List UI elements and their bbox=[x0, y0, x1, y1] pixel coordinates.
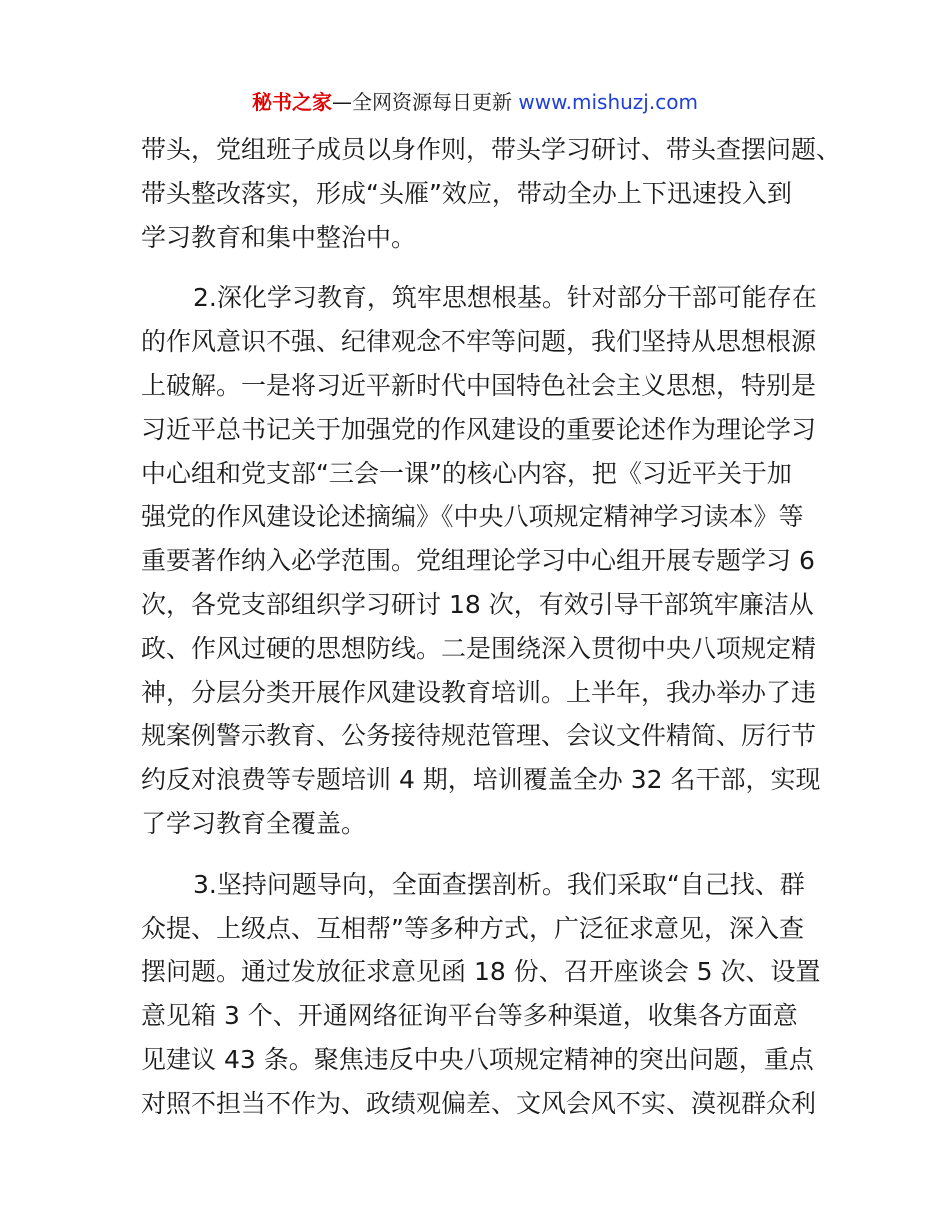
site-brand: 秘书之家 bbox=[252, 90, 333, 114]
text-line: 政、作风过硬的思想防线。二是围绕深入贯彻中央八项规定精 bbox=[141, 633, 817, 663]
site-tagline: —全网资源每日更新 bbox=[332, 90, 519, 114]
text-line: 摆问题。通过发放征求意见函 18 份、召开座谈会 5 次、设置 bbox=[141, 957, 821, 987]
text-line: 众提、上级点、互相帮”等多种方式，广泛征求意见，深入查 bbox=[141, 913, 804, 943]
paragraph-3 bbox=[141, 863, 821, 1126]
site-url-link[interactable]: www.mishuzj.com bbox=[518, 90, 698, 114]
text-line: 神，分层分类开展作风建设教育培训。上半年，我办举办了违 bbox=[141, 677, 817, 707]
text-line: 的作风意识不强、纪律观念不牢等问题，我们坚持从思想根源 bbox=[141, 327, 817, 357]
text-line: 习近平总书记关于加强党的作风建设的重要论述作为理论学习 bbox=[141, 414, 817, 444]
text-line: 强党的作风建设论述摘编》《中央八项规定精神学习读本》等 bbox=[141, 502, 804, 532]
text-line: 中心组和党支部“三会一课”的核心内容，把《习近平关于加 bbox=[141, 458, 792, 488]
text-line: 带头，党组班子成员以身作则，带头学习研讨、带头查摆问题、 bbox=[141, 135, 842, 164]
text-line: 带头整改落实，形成“头雁”效应，带动全办上下迅速投入到 bbox=[141, 178, 792, 208]
text-line: 次，各党支部组织学习研讨 18 次，有效引导干部筑牢廉洁从 bbox=[141, 589, 814, 619]
text-line: 见建议 43 条。聚焦违反中央八项规定精神的突出问题，重点 bbox=[141, 1044, 814, 1074]
text-line: 约反对浪费等专题培训 4 期，培训覆盖全办 32 名干部，实现 bbox=[141, 765, 821, 795]
paragraph-2 bbox=[141, 276, 821, 845]
paragraph-1 bbox=[141, 128, 842, 259]
text-line: 3.坚持问题导向，全面查摆剖析。我们采取“自己找、群 bbox=[193, 869, 805, 899]
text-line: 学习教育和集中整治中。 bbox=[141, 222, 417, 252]
text-line: 重要著作纳入必学范围。党组理论学习中心组开展专题学习 6 bbox=[141, 546, 815, 576]
document-body bbox=[141, 128, 842, 1126]
text-line: 对照不担当不作为、政绩观偏差、文风会风不实、漠视群众利 bbox=[141, 1088, 817, 1118]
page-header bbox=[0, 88, 950, 116]
text-line: 2.深化学习教育，筑牢思想根基。针对部分干部可能存在 bbox=[193, 283, 817, 313]
text-line: 规案例警示教育、公务接待规范管理、会议文件精简、厉行节 bbox=[141, 721, 817, 751]
text-line: 上破解。一是将习近平新时代中国特色社会主义思想，特别是 bbox=[141, 370, 817, 400]
text-line: 了学习教育全覆盖。 bbox=[141, 808, 367, 838]
text-line: 意见箱 3 个、开通网络征询平台等多种渠道，收集各方面意 bbox=[141, 1001, 798, 1031]
